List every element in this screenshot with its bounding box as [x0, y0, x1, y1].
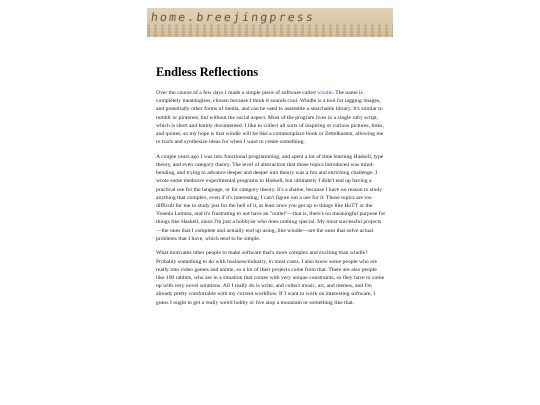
paragraph-1-text-end: . The name is completely meaningless, chosen because I think it sounds cool. Windle is a tool for tagging images, and potentially other forms of media, and can be used to assemble a searchable library. It's similar to tumblr or pinterest, but without the social aspect. Most of the program lives in a single ruby script, which is short and barely documented. I like to collect all sorts of inspiring or curious pictures, links, and quotes, so my hope is that windle will be like a commonplace book or Zettelkasten, allowing me to track and synthesize ideas for when I want to create something. [156, 90, 384, 146]
paragraph-1-text-start: Over the course of a few days I made a simple piece of software called [156, 90, 318, 96]
post-content [156, 65, 386, 313]
windle-link[interactable]: windle [317, 90, 333, 96]
banner-texture [147, 24, 393, 37]
site-banner[interactable] [147, 8, 393, 37]
post-title: Endless Reflections [156, 65, 259, 79]
site-banner-title: home.breejingpress [150, 10, 317, 24]
post-paragraph-2: A couple years ago I was into functional programming, and spent a lot of time learning Haskell, type theory, and even category theory. The level of abstraction that those topics introduced was mind-bending, and trying to advance deeper and deeper into theory was a fun and enriching challenge. I wrote some mediocre experimental programs in Haskell, but ultimately I didn't end up having a practical use for the language, or for category theory. It's a shame, because I have no reason to study anything that complex, even if it's interesting; I can't figure out a use for it. Those topics are too difficult for me to study just for the hell of it, at least once you get up to things like HoTT or the Yoneda Lemma, and it's frustrating to not have an "outlet"—that is, there's no meaningful purpose for things like Haskell, since I'm just a hobbyist who does nothing special. My most successful projects—the ones that I complete and actually end up using, like windle—are the ones that solve actual problems that I have, which tend to be simple. [156, 153, 386, 242]
post-paragraph-3: What motivates other people to make software that's more complex and exciting than windle? Probably something to do with business/industry, in most cases. I also know some people who are really into video games and anime, so a lot of their projects come from that. There are also people like 100 rabbits, who are in a situation that comes with very unique constraints, so they have to come up with very novel solutions. All I really do is write, and collect music, art, and memes, and I'm already pretty comfortable with my current workflow. If I want to work on interesting software, I guess I ought to get a really weird hobby or live atop a mountain or something like that. [156, 250, 385, 306]
post-paragraph-1 [156, 89, 386, 146]
